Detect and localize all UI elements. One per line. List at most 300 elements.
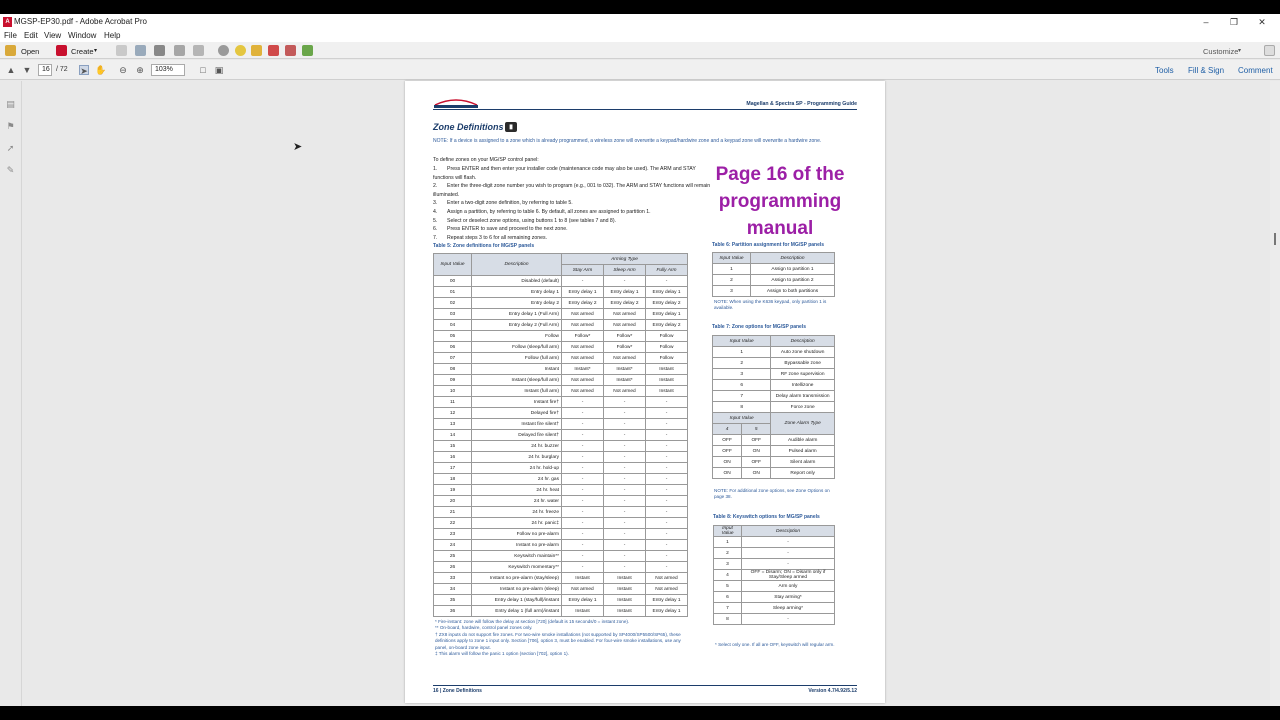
table-header: Input Value (713, 253, 751, 264)
table-cell: Follow no pre-alarm (472, 529, 562, 540)
keypad-icon: █ (505, 122, 517, 132)
upload-cloud-icon[interactable] (135, 45, 146, 56)
table6-caption: Table 6: Partition assignment for MG/SP panels (712, 242, 825, 248)
zone-options-table (712, 335, 835, 479)
table-cell: 1 (713, 264, 751, 275)
table-cell: 4 (714, 570, 742, 581)
table-row (434, 298, 688, 309)
customize-button[interactable]: Customize (1203, 47, 1239, 56)
table-header: Description (742, 526, 835, 537)
table-cell: 13 (434, 419, 472, 430)
table-cell: 14 (434, 430, 472, 441)
table-cell: 18 (434, 474, 472, 485)
settings-gear-icon[interactable] (218, 45, 229, 56)
table-cell: 2 (714, 548, 742, 559)
table-cell: Instant* (562, 364, 604, 375)
zone-options-body (713, 347, 835, 413)
table-cell: - (562, 485, 604, 496)
table-cell: Entry delay 1 (562, 595, 604, 606)
footer-version: Version 4.7/4.92/5.12 (808, 688, 857, 694)
zoom-out-icon[interactable]: ⊖ (119, 65, 127, 75)
edit-pencil-icon[interactable] (174, 45, 185, 56)
table8-caption: Table 8: Keyswitch options for MG/SP panels (713, 514, 820, 520)
table-cell: 34 (434, 584, 472, 595)
table-row (434, 386, 688, 397)
table-header: Zone Alarm Type (771, 413, 835, 435)
select-cursor-icon[interactable]: ➤ (80, 66, 88, 76)
table-cell: - (562, 562, 604, 573)
signatures-icon[interactable]: ✎ (6, 165, 15, 175)
next-page-icon[interactable]: ▼ (22, 65, 32, 75)
table-row (434, 573, 688, 584)
vertical-scrollbar[interactable] (1270, 81, 1280, 706)
table5-footnotes (435, 619, 685, 657)
footnote: † ZX8 inputs do not support fire zones. For two-wire smoke installations (not supported by SP4000/SP5500/SP65), these definitions apply to zone 1 input only. Section [706], option 3, must be enabled. For four-wire smoke installations, use any panel, on-board zone input. (435, 631, 681, 650)
table-row (714, 614, 835, 625)
export-icon[interactable] (302, 45, 313, 56)
table-cell: Entry delay 1 (stay/full)/instant (472, 595, 562, 606)
table-row (713, 457, 835, 468)
table-cell: 36 (434, 606, 472, 617)
table-row (713, 446, 835, 457)
table-cell: ON (713, 457, 742, 468)
acrobat-window (0, 14, 1280, 706)
page-count: / 72 (56, 66, 68, 73)
table5-caption: Table 5: Zone definitions for MG/SP panels (433, 243, 535, 249)
menu-edit[interactable]: Edit (24, 31, 38, 40)
table-cell: 24 hr. heat (472, 485, 562, 496)
pdf-page (405, 81, 885, 703)
table-row (713, 358, 835, 369)
table-cell: Instant (full arm) (472, 386, 562, 397)
table-cell: Follow* (562, 331, 604, 342)
expand-icon[interactable] (1264, 45, 1275, 56)
table-cell: Not armed (562, 309, 604, 320)
table-cell: Follow (full arm) (472, 353, 562, 364)
table-cell: Auto zone shutdown (771, 347, 835, 358)
table-cell: - (646, 507, 688, 518)
table-cell: Follow (646, 342, 688, 353)
table-cell: Instant no pre-alarm (472, 540, 562, 551)
list-item: 3. Enter a two-digit zone definition, by referring to table 5. (433, 200, 573, 207)
menu-view[interactable]: View (44, 31, 62, 40)
table-cell: - (562, 408, 604, 419)
create-pdf-icon[interactable] (56, 45, 67, 56)
table-cell: Entry delay 2 (472, 298, 562, 309)
table-cell: ON (742, 468, 771, 479)
table-cell: Sleep arming* (742, 603, 835, 614)
table-row (434, 408, 688, 419)
table-cell: Follow (646, 331, 688, 342)
table-cell: Instant (604, 584, 646, 595)
minimize-icon[interactable]: – (1203, 17, 1209, 27)
table-cell: Force zone (771, 402, 835, 413)
table-cell: ON (742, 446, 771, 457)
table-cell: - (646, 419, 688, 430)
zone-definitions-body (434, 276, 688, 617)
table-cell: Report only (771, 468, 835, 479)
table-row (434, 562, 688, 573)
table-cell: Entry delay 2 (Full Arm) (472, 320, 562, 331)
redact-icon[interactable] (285, 45, 296, 56)
footer-page-label: 16 | Zone Definitions (433, 688, 482, 694)
table-header: Input Value (713, 413, 771, 424)
table-cell: Instant (646, 386, 688, 397)
table-cell: Not armed (562, 386, 604, 397)
table-cell: Instant fire† (472, 397, 562, 408)
table-cell: 05 (434, 331, 472, 342)
table-cell: - (646, 276, 688, 287)
table-cell: 8 (714, 614, 742, 625)
table-cell: - (742, 614, 835, 625)
highlight-icon[interactable] (251, 45, 262, 56)
table-cell: - (562, 452, 604, 463)
table-cell: Follow* (604, 331, 646, 342)
table-cell: 7 (713, 391, 771, 402)
footnote: ‡ This alarm will follow the panic 1 option (section [702], option 1). (435, 651, 569, 657)
table-cell: Follow* (604, 342, 646, 353)
table-cell: Pulsed alarm (771, 446, 835, 457)
create-button[interactable]: Create (71, 47, 94, 56)
table-cell: Not armed (562, 353, 604, 364)
table-cell: - (562, 463, 604, 474)
table-cell: Delayed fire silent† (472, 430, 562, 441)
table-cell: 10 (434, 386, 472, 397)
table-cell: OFF (713, 446, 742, 457)
table-header: Stay Arm (562, 265, 604, 276)
list-item: 1. Press ENTER and then enter your installer code (maintenance code may also be used). The ARM and STAY functions will flash. (433, 166, 696, 181)
table-cell: ON (713, 468, 742, 479)
mouse-pointer-icon: ➤ (293, 141, 303, 153)
menu-help[interactable]: Help (104, 31, 121, 40)
table-cell: OFF (742, 435, 771, 446)
overlay-annotation: Page 16 of the programming manual (715, 164, 845, 239)
table-cell: - (604, 551, 646, 562)
table-cell: Follow (646, 353, 688, 364)
zoom-in-icon[interactable]: ⊕ (136, 65, 144, 75)
table-row (434, 331, 688, 342)
table-cell: Assign to both partitions (751, 286, 835, 297)
table-cell: - (742, 559, 835, 570)
table-cell: 17 (434, 463, 472, 474)
table-cell: - (562, 430, 604, 441)
table-cell: - (604, 397, 646, 408)
table-row (434, 353, 688, 364)
table-cell: 26 (434, 562, 472, 573)
table-cell: Instant* (604, 375, 646, 386)
table-cell: 3 (714, 559, 742, 570)
table-cell: 24 hr. water (472, 496, 562, 507)
table-cell: Entry delay 2 (604, 298, 646, 309)
table-cell: 12 (434, 408, 472, 419)
table-cell: 07 (434, 353, 472, 364)
table-row (713, 286, 835, 297)
table-cell: Entry delay 1 (646, 309, 688, 320)
table-cell: - (646, 474, 688, 485)
table-cell: - (604, 496, 646, 507)
table7-note: NOTE: For additional zone options, see Zone Options on page 38. (714, 488, 830, 500)
open-folder-icon[interactable] (5, 45, 16, 56)
create-dropdown-chevron-icon[interactable]: ▾ (94, 48, 98, 54)
table-cell: 01 (434, 287, 472, 298)
fit-page-icon[interactable]: □ (200, 65, 206, 75)
keyswitch-options-table (713, 525, 835, 625)
table-cell: Entry delay 1 (646, 287, 688, 298)
fill-sign-pane-button[interactable]: Fill & Sign (1188, 66, 1225, 75)
table-cell: 1 (714, 537, 742, 548)
table-cell: Entry delay 2 (646, 320, 688, 331)
table-cell: Bypassable zone (771, 358, 835, 369)
table-cell: Delayed fire† (472, 408, 562, 419)
table-cell: Not armed (646, 573, 688, 584)
table-cell: 24 hr. burglary (472, 452, 562, 463)
maximize-icon[interactable]: ❐ (1229, 17, 1239, 27)
table-cell: 24 hr. freeze (472, 507, 562, 518)
table-cell: 5 (714, 581, 742, 592)
title-bar (0, 14, 1280, 30)
hand-tool-icon[interactable]: ✋ (95, 65, 107, 75)
table-cell: Not armed (604, 320, 646, 331)
table-cell: Intellizone (771, 380, 835, 391)
table-cell: Entry delay 1 (Full Arm) (472, 309, 562, 320)
table-cell: - (646, 551, 688, 562)
table-row (713, 380, 835, 391)
bookmarks-icon[interactable]: ⚑ (6, 121, 15, 131)
header-rule (433, 109, 857, 110)
table-cell: Instant no pre-alarm (stay/sleep) (472, 573, 562, 584)
page-number-input[interactable]: 16 (38, 64, 52, 76)
table-row (713, 275, 835, 286)
table-cell: Follow (472, 331, 562, 342)
table-cell: Entry delay 2 (646, 298, 688, 309)
list-item: 7. Repeat steps 3 to 6 for all remaining zones. (433, 234, 548, 241)
steps-list (433, 165, 713, 242)
table-row (434, 441, 688, 452)
table-row (714, 537, 835, 548)
table-header: 5 (742, 424, 771, 435)
table-row (434, 287, 688, 298)
table-row (713, 402, 835, 413)
table-cell: - (604, 419, 646, 430)
table8-note: * Select only one. If all are OFF, keyswitch will regular arm. (715, 642, 835, 647)
table-cell: 24 hr. gas (472, 474, 562, 485)
table-cell: Entry delay 2 (562, 298, 604, 309)
window-title: MGSP-EP30.pdf - Adobe Acrobat Pro (14, 17, 147, 26)
table-cell: 16 (434, 452, 472, 463)
table-row (713, 369, 835, 380)
table-header: 4 (713, 424, 742, 435)
table-header: Sleep Arm (604, 265, 646, 276)
table-cell: Entry delay 1 (646, 595, 688, 606)
section-title: Zone Definitions (433, 122, 504, 132)
table-row (434, 518, 688, 529)
menu-file[interactable]: File (4, 31, 17, 40)
table-cell: - (562, 397, 604, 408)
table-cell: 04 (434, 320, 472, 331)
table-row (434, 507, 688, 518)
table-cell: 25 (434, 551, 472, 562)
menu-window[interactable]: Window (68, 31, 97, 40)
table-cell: 2 (713, 358, 771, 369)
table-cell: 2 (713, 275, 751, 286)
list-item: 5. Select or deselect zone options, using buttons 1 to 8 (see tables 7 and 8). (433, 217, 616, 224)
table-cell: - (604, 485, 646, 496)
zone-alarm-type-body (713, 435, 835, 479)
table-cell: - (604, 463, 646, 474)
table-header: Input Value (434, 254, 472, 276)
table-cell: 21 (434, 507, 472, 518)
table-header: Input Value (714, 526, 742, 537)
table-cell: Not armed (604, 353, 646, 364)
list-item: 4. Assign a partition, by referring to table 6. By default, all zones are assigned to partition 1. (433, 208, 651, 215)
table-cell: Entry delay 1 (full arm)/instant (472, 606, 562, 617)
table-cell: - (646, 452, 688, 463)
table-cell: Instant (646, 364, 688, 375)
table-header: Fully Arm (646, 265, 688, 276)
table-cell: - (646, 408, 688, 419)
table-header: Description (751, 253, 835, 264)
document-header: Magellan & Spectra SP - Programming Guide (746, 101, 857, 107)
navigation-pane (0, 81, 22, 706)
table-cell: - (646, 562, 688, 573)
table-cell: - (646, 397, 688, 408)
table-row (434, 551, 688, 562)
table-cell: - (604, 529, 646, 540)
table-cell: - (646, 441, 688, 452)
comment-pane-button[interactable]: Comment (1238, 66, 1273, 75)
table-cell: OFF (713, 435, 742, 446)
table-cell: 02 (434, 298, 472, 309)
table-cell: 19 (434, 485, 472, 496)
customize-chevron-icon[interactable]: ▾ (1238, 48, 1242, 54)
table-cell: Keyswitch maintain** (472, 551, 562, 562)
email-icon[interactable] (193, 45, 204, 56)
table-cell: - (604, 562, 646, 573)
table-cell: Not armed (604, 386, 646, 397)
table-row (713, 468, 835, 479)
table-cell: Entry delay 1 (646, 606, 688, 617)
previous-page-icon[interactable]: ▲ (6, 65, 16, 75)
table-cell: - (562, 551, 604, 562)
open-button[interactable]: Open (21, 47, 40, 56)
table-cell: - (562, 496, 604, 507)
table-cell: - (646, 463, 688, 474)
table-cell: Instant (604, 573, 646, 584)
table-row (434, 375, 688, 386)
table-cell: 6 (714, 592, 742, 603)
table-cell: - (562, 507, 604, 518)
table-cell: Instant (604, 606, 646, 617)
table-cell: Not armed (646, 584, 688, 595)
table-cell: Instant (562, 573, 604, 584)
stamp-icon[interactable] (268, 45, 279, 56)
save-icon[interactable] (116, 45, 127, 56)
tools-pane-button[interactable]: Tools (1155, 66, 1174, 75)
table-cell: 8 (713, 402, 771, 413)
footnote: ** On-board, hardwire, control panel zones only. (435, 625, 533, 631)
page-thumbnails-icon[interactable]: ▤ (6, 99, 15, 109)
table-header: Description (472, 254, 562, 276)
table-cell: 20 (434, 496, 472, 507)
table-cell: Not armed (562, 375, 604, 386)
keyswitch-options-body (714, 537, 835, 625)
table-row (714, 581, 835, 592)
table-cell: - (604, 452, 646, 463)
table-cell: Assign to partition 2 (751, 275, 835, 286)
table-cell: 24 hr. panic‡ (472, 518, 562, 529)
table-header: Arming Type (562, 254, 688, 265)
table-cell: Instant (sleep/full arm) (472, 375, 562, 386)
fit-width-icon[interactable]: ▣ (214, 65, 224, 75)
table-cell: Not armed (562, 584, 604, 595)
table-cell: Instant (604, 595, 646, 606)
table-cell: - (646, 496, 688, 507)
table-cell: Not armed (562, 342, 604, 353)
table-header: Description (771, 336, 835, 347)
table-row (434, 320, 688, 331)
table-cell: - (562, 529, 604, 540)
table-row (434, 496, 688, 507)
table-cell: 15 (434, 441, 472, 452)
partition-assignment-body (713, 264, 835, 297)
table-cell: - (562, 540, 604, 551)
table-cell: Instant* (604, 364, 646, 375)
table-cell: Arm only (742, 581, 835, 592)
table-row (434, 397, 688, 408)
table-cell: 06 (434, 342, 472, 353)
table-cell: 08 (434, 364, 472, 375)
spectra-logo (433, 98, 479, 109)
table-cell: 24 hr. hold-up (472, 463, 562, 474)
table-row (434, 474, 688, 485)
attachments-icon[interactable]: ➚ (6, 143, 15, 153)
table-row (434, 540, 688, 551)
table-cell: 3 (713, 369, 771, 380)
table-row (434, 606, 688, 617)
table-cell: Not armed (604, 309, 646, 320)
table-cell: - (646, 430, 688, 441)
main-toolbar (0, 42, 1280, 59)
table-cell: Entry delay 1 (562, 287, 604, 298)
table-row (713, 435, 835, 446)
table-cell: Instant (646, 375, 688, 386)
table-cell: 00 (434, 276, 472, 287)
table-row (713, 264, 835, 275)
table-row (434, 529, 688, 540)
table-row (434, 452, 688, 463)
table-cell: 23 (434, 529, 472, 540)
print-icon[interactable] (154, 45, 165, 56)
table-cell: - (604, 276, 646, 287)
comment-bubble-icon[interactable] (235, 45, 246, 56)
scrollbar-thumb[interactable] (1274, 233, 1276, 245)
table-row (434, 419, 688, 430)
table-cell: OFF (742, 457, 771, 468)
table-cell: 09 (434, 375, 472, 386)
table-cell: Instant (562, 606, 604, 617)
table-header: Input Value (713, 336, 771, 347)
close-icon[interactable]: ✕ (1258, 17, 1266, 27)
section-note: NOTE: If a device is assigned to a zone which is already programmed, a wireless zone will overwrite a keypad/hardwire zone and a keypad zone will overwrite a hardwire zone. (433, 138, 822, 144)
table-row (434, 595, 688, 606)
zoom-level-select[interactable]: 103% (151, 64, 185, 76)
table-cell: Instant no pre-alarm (sleep) (472, 584, 562, 595)
table-cell: Not armed (562, 320, 604, 331)
table6-note: NOTE: When using the K636 keypad, only partition 1 is available. (714, 299, 827, 311)
list-item: 6. Press ENTER to save and proceed to the next zone. (433, 226, 568, 233)
intro-text: To define zones on your MG/SP control panel: (433, 157, 539, 163)
table-cell: - (604, 507, 646, 518)
